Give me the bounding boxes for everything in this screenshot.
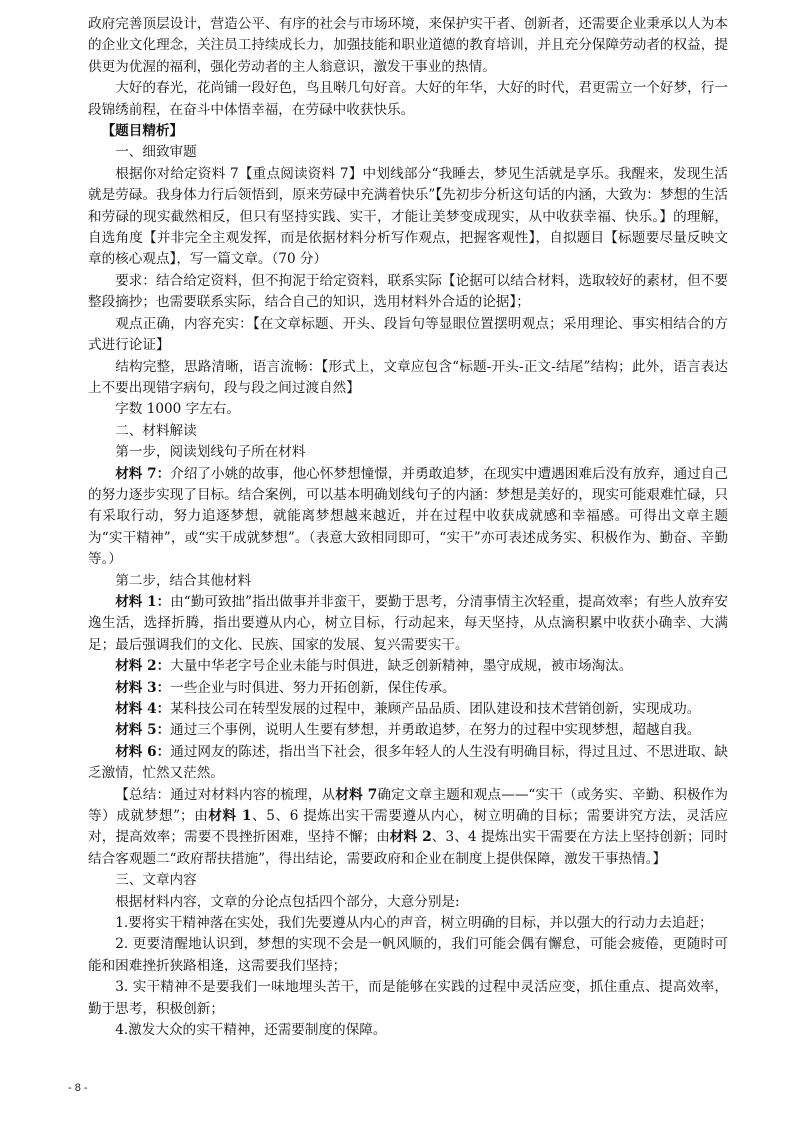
material-3-paragraph [88, 678, 728, 699]
s3-item-2: 2. 更要清醒地认识到，梦想的实现不会是一帆风顺的，我们可能会偶有懈怠，可能会疲倦，更随时可能和困难挫折狭路相逢，这需要我们坚持； [88, 936, 728, 974]
section-1-title: 一、细致审题 [115, 144, 197, 161]
page-number: - 8 - [68, 1082, 88, 1094]
material-4-label: 材料 4： [115, 701, 171, 717]
summary-material-7: 材料 7 [335, 786, 378, 803]
material-7-paragraph [88, 464, 728, 571]
material-5-paragraph [88, 720, 728, 741]
s1-paragraph-1: 根据你对给定资料 7【重点阅读资料 7】中划线部分“我睡去，梦见生活就是享乐。我醒来，发现生活就是劳碌。我身体力行后领悟到，原来劳碌中充满着快乐”【先初步分析这句话的内涵，大致为：梦想的生活和劳碌的现实截然相反，但只有坚持实践、实干，才能让美梦变成现实，从中收获幸福、快乐。】的理解，自选角度【并非完全主观发挥，而是依据材料分析写作观点，把握客观性】，自拟题目【标题要尽量反映文章的核心观点】，写一篇文章。（70 分） [88, 165, 728, 268]
material-4-text: 某科技公司在转型发展的过程中，兼顾产品品质、团队建设和技术营销创新，实现成功。 [170, 701, 701, 717]
s1-paragraph-2: 要求：结合给定资料，但不拘泥于给定资料，联系实际【论据可以结合材料，选取较好的素材，但不要整段摘抄；也需要联系实际，结合自己的知识，选用材料外合适的论据】； [88, 272, 728, 311]
summary-paragraph [88, 785, 728, 871]
summary-text-c: 确定文章主题和观点——“实干（或务实、辛勤、积极作为等）成就梦想”；由 [88, 786, 729, 825]
material-6-paragraph [88, 742, 728, 785]
s3-intro: 根据材料内容，文章的分论点包括四个部分，大意分别是: [115, 893, 460, 910]
material-2-paragraph [88, 656, 728, 677]
material-3-text: 一些企业与时俱进、努力开拓创新，保住传承。 [170, 679, 456, 696]
s1-paragraph-3: 观点正确，内容充实：【在文章标题、开头、段旨句等显眼位置摆明观点；采用理论、事实相结合的方式进行论证】 [88, 315, 728, 354]
material-2-label: 材料 2： [115, 658, 171, 675]
material-1-label: 材料 1： [115, 593, 171, 610]
material-2-text: 大量中华老字号企业未能与时俱进，缺乏创新精神，墨守成规，被市场淘汰。 [170, 658, 633, 675]
s3-item-3: 3. 实干精神不是要我们一味地埋头苦干，而是能够在实践的过程中灵活应变，抓住重点、提高效率，勤于思考，积极创新； [88, 979, 728, 1017]
s2-step-2: 第二步，结合其他材料 [115, 572, 252, 589]
material-4-paragraph [88, 699, 728, 720]
s3-item-4: 4.激发大众的实干精神，还需要制度的保障。 [115, 1022, 387, 1039]
material-6-label: 材料 6： [115, 743, 171, 760]
intro-paragraph-2: 大好的春光，花尚铺一段好色，鸟且啭几句好音。大好的年华，大好的时代，君更需立一个好梦，行一段锦绣前程，在奋斗中体悟幸福，在劳碌中收获快乐。 [88, 80, 728, 118]
material-7-text: 介绍了小姚的故事，他心怀梦想憧憬，并勇敢追梦，在现实中遭遇困难后没有放弃，通过自己的努力逐步实现了目标。结合案例，可以基本明确划线句子的内涵：梦想是美好的，现实可能艰难忙碌，只有采取行动，努力追逐梦想，就能离梦想越来越近，并在过程中收获成就感和幸福感。可得出文章主题为“实干精神”，或“实干成就梦想”。（表意大致相同即可，“实干”亦可表述成务实、积极作为、勤奋、辛勤等。） [88, 465, 728, 568]
intro-paragraph-1: 政府完善顶层设计，营造公平、有序的社会与市场环境，来保护实干者、创新者，还需要企业秉承以人为本的企业文化理念，关注员工持续成长力，加强技能和职业道德的教育培训，并且充分保障劳动者的权益，提供更为优渥的福利，强化劳动者的主人翁意识，激发干事业的热情。 [88, 16, 728, 75]
s2-step-1: 第一步，阅读划线句子所在材料 [115, 444, 306, 461]
s1-paragraph-4: 结构完整，思路清晰，语言流畅：【形式上，文章应包含“标题-开头-正文-结尾”结构；此外，语言表达上不要出现错字病句，段与段之间过渡自然】 [88, 358, 728, 396]
section-heading: 【题目精析】 [101, 123, 184, 140]
summary-text-e: 、5、6 提炼出实干需要遵从内心，树立明确的目标；需要讲究方法，灵活应对，提高效率；需要不畏挫折困难，坚持不懈；由 [88, 808, 728, 846]
material-5-text: 通过三个事例，说明人生要有梦想，并勇敢追梦，在努力的过程中实现梦想，超越自我。 [170, 722, 701, 739]
material-6-text: 通过网友的陈述，指出当下社会，很多年轻人的人生没有明确目标，得过且过、不思进取、缺乏激情，忙然又茫然。 [88, 743, 728, 782]
material-5-label: 材料 5： [115, 722, 171, 739]
material-7-label: 材料 7： [115, 465, 171, 482]
summary-material-1: 材料 1 [208, 808, 252, 825]
material-1-text: 由“勤可致拙”指出做事并非蛮干，要勤于思考，分清事情主次轻重，提高效率；有些人放弃安逸生活，选择折腾，指出要遵从内心，树立目标，行动起来，每天坚持，从点滴积累中收获小确幸、大满足；最后强调我们的文化、民族、国家的发展、复兴需要实干。 [88, 593, 728, 653]
summary-text-g: 、3、4 提炼出实干需要在方法上坚持创新；同时结合客观题二“政府帮扶措施”，得出结论，需要政府和企业在制度上提供保障，激发干事热情。】 [88, 829, 728, 867]
material-3-label: 材料 3： [115, 679, 171, 696]
summary-material-2: 材料 2 [389, 829, 432, 846]
document-page [88, 14, 728, 1042]
summary-text-a: 【总结：通过对材料内容的梳理，从 [115, 786, 336, 803]
s3-item-1: 1.要将实干精神落在实处，我们先要遵从内心的声音，树立明确的目标，并以强大的行动力去追赶； [115, 915, 713, 932]
material-1-paragraph [88, 592, 728, 656]
s1-paragraph-5: 字数 1000 字左右。 [115, 401, 240, 418]
section-3-title: 三、文章内容 [115, 872, 197, 889]
section-2-title: 二、材料解读 [115, 422, 197, 439]
